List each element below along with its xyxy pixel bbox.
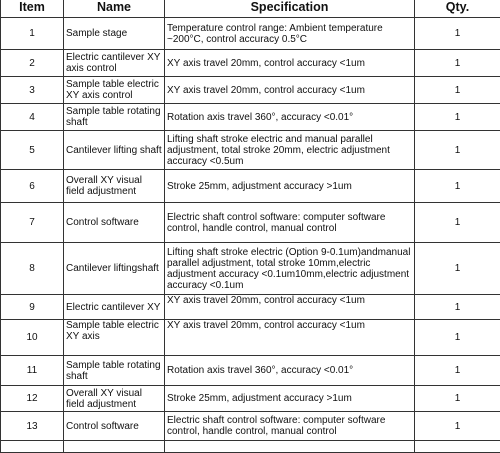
- table-row: [1, 441, 500, 453]
- item-cell: 10: [1, 320, 64, 356]
- item-cell: 5: [1, 131, 64, 170]
- name-cell: Sample table electric XY axis control: [64, 77, 165, 104]
- table-row: [1, 203, 500, 243]
- item-cell: 6: [1, 170, 64, 203]
- spec-cell: Lifting shaft stroke electric and manual parallel adjustment, total stroke 20mm, electric adjustment accuracy <0.5um: [165, 131, 415, 170]
- name-cell: Sample stage: [64, 18, 165, 50]
- name-cell: Control software: [64, 203, 165, 243]
- item-cell: 4: [1, 104, 64, 131]
- spec-cell: Rotation axis travel 360°, accuracy <0.01°: [165, 356, 415, 386]
- qty-cell: 1: [415, 295, 500, 320]
- item-cell: 9: [1, 295, 64, 320]
- qty-cell: 1: [415, 356, 500, 386]
- item-cell: 7: [1, 203, 64, 243]
- spec-cell: Temperature control range: Ambient temperature ~200°C, control accuracy 0.5°C: [165, 18, 415, 50]
- spec-cell: XY axis travel 20mm, control accuracy <1um: [165, 50, 415, 77]
- name-cell: Electric cantilever XY axis control: [64, 50, 165, 77]
- qty-cell: 1: [415, 203, 500, 243]
- name-cell: [64, 441, 165, 453]
- spec-cell: Rotation axis travel 360°, accuracy <0.01°: [165, 104, 415, 131]
- name-cell: Overall XY visual field adjustment: [64, 170, 165, 203]
- table-row: [1, 77, 500, 104]
- spec-cell: Stroke 25mm, adjustment accuracy >1um: [165, 170, 415, 203]
- name-cell: Cantilever lifting shaft: [64, 131, 165, 170]
- table-row: [1, 295, 500, 320]
- name-cell: Control software: [64, 412, 165, 441]
- table-header-row: [1, 0, 500, 18]
- qty-cell: 1: [415, 77, 500, 104]
- header-specification: Specification: [165, 0, 415, 18]
- qty-cell: 1: [415, 320, 500, 356]
- table-row: [1, 356, 500, 386]
- table-row: [1, 104, 500, 131]
- qty-cell: [415, 441, 500, 453]
- qty-cell: 1: [415, 386, 500, 412]
- table-row: [1, 320, 500, 356]
- header-name: Name: [64, 0, 165, 18]
- qty-cell: 1: [415, 104, 500, 131]
- item-cell: [1, 441, 64, 453]
- item-cell: 8: [1, 243, 64, 295]
- qty-cell: 1: [415, 50, 500, 77]
- item-cell: 3: [1, 77, 64, 104]
- item-cell: 11: [1, 356, 64, 386]
- item-cell: 1: [1, 18, 64, 50]
- spec-cell: XY axis travel 20mm, control accuracy <1um: [165, 320, 415, 356]
- qty-cell: 1: [415, 243, 500, 295]
- spec-cell: Lifting shaft stroke electric (Option 9-0.1um)andmanual parallel adjustment, total stroke 10mm,electric adjustment accuracy <0.1um10mm,electric adjustment accuracy <0.1um: [165, 243, 415, 295]
- item-cell: 13: [1, 412, 64, 441]
- qty-cell: 1: [415, 412, 500, 441]
- header-item: Item: [1, 0, 64, 18]
- table-row: [1, 412, 500, 441]
- table-row: [1, 50, 500, 77]
- spec-cell: XY axis travel 20mm, control accuracy <1um: [165, 295, 415, 320]
- table-row: [1, 386, 500, 412]
- spec-cell: [165, 441, 415, 453]
- qty-cell: 1: [415, 170, 500, 203]
- table-row: [1, 131, 500, 170]
- name-cell: Overall XY visual field adjustment: [64, 386, 165, 412]
- qty-cell: 1: [415, 131, 500, 170]
- table-row: [1, 243, 500, 295]
- qty-cell: 1: [415, 18, 500, 50]
- table-row: [1, 170, 500, 203]
- name-cell: Cantilever liftingshaft: [64, 243, 165, 295]
- name-cell: Sample table electric XY axis: [64, 320, 165, 356]
- item-cell: 2: [1, 50, 64, 77]
- name-cell: Sample table rotating shaft: [64, 356, 165, 386]
- spec-cell: Electric shaft control software: computer software control, handle control, manual control: [165, 412, 415, 441]
- spec-cell: Electric shaft control software: computer software control, handle control, manual control: [165, 203, 415, 243]
- name-cell: Electric cantilever XY: [64, 295, 165, 320]
- spec-cell: XY axis travel 20mm, control accuracy <1um: [165, 77, 415, 104]
- spec-cell: Stroke 25mm, adjustment accuracy >1um: [165, 386, 415, 412]
- item-cell: 12: [1, 386, 64, 412]
- table-row: [1, 18, 500, 50]
- header-qty: Qty.: [415, 0, 500, 18]
- name-cell: Sample table rotating shaft: [64, 104, 165, 131]
